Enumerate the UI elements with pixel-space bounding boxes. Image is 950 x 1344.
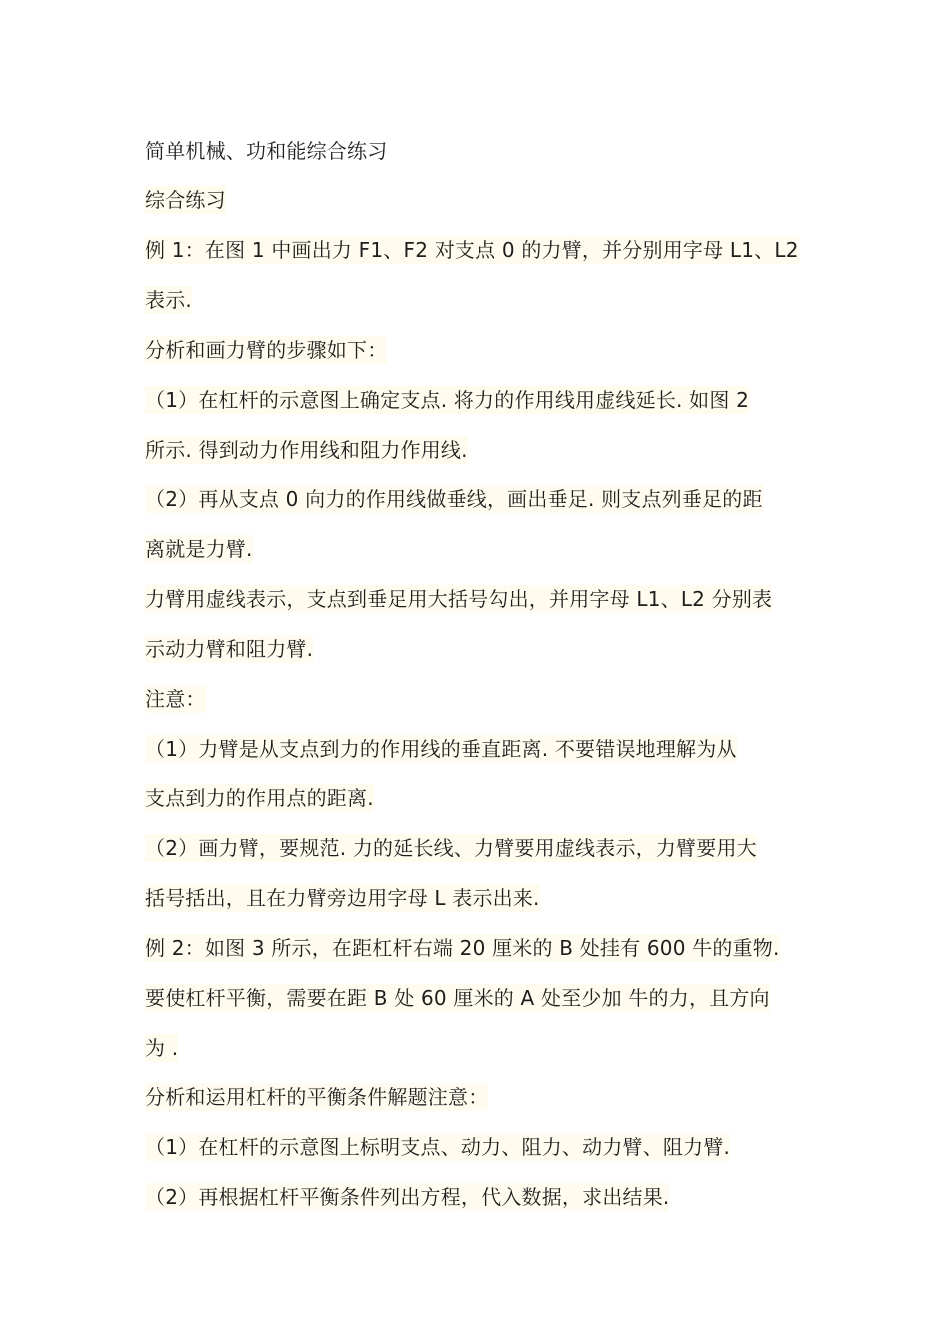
arm-notation-line-1: 力臂用虚线表示，支点到垂足用大括号勾出，并用字母 L1、L2 分别表	[145, 587, 773, 611]
document-title: 简单机械、功和能综合练习	[145, 139, 388, 163]
condition-step-1: （1）在杠杆的示意图上标明支点、动力、阻力、动力臂、阻力臂.	[145, 1135, 731, 1159]
example-1-line-1: 例 1：在图 1 中画出力 F1、F2 对支点 0 的力臂，并分别用字母 L1、L2	[145, 238, 799, 262]
analysis-heading-1: 分析和画力臂的步骤如下：	[145, 338, 388, 362]
analysis-heading-2: 分析和运用杠杆的平衡条件解题注意：	[145, 1085, 489, 1109]
example-2-line-1: 例 2：如图 3 所示，在距杠杆右端 20 厘米的 B 处挂有 600 牛的重物.	[145, 936, 780, 960]
note-heading: 注意：	[145, 687, 206, 711]
note-1-line-2: 支点到力的作用点的距离.	[145, 786, 374, 810]
step-1-line-1: （1）在杠杆的示意图上确定支点. 将力的作用线用虚线延长. 如图 2	[145, 388, 750, 412]
note-2-line-1: （2）画力臂，要规范. 力的延长线、力臂要用虚线表示，力臂要用大	[145, 836, 757, 860]
example-2-line-3: 为 .	[145, 1036, 179, 1060]
example-1-line-2: 表示.	[145, 288, 192, 312]
section-heading: 综合练习	[145, 188, 226, 212]
step-2-line-1: （2）再从支点 0 向力的作用线做垂线，画出垂足. 则支点列垂足的距	[145, 487, 763, 511]
condition-step-2: （2）再根据杠杆平衡条件列出方程，代入数据，求出结果.	[145, 1185, 670, 1209]
step-2-line-2: 离就是力臂.	[145, 537, 253, 561]
step-1-line-2: 所示. 得到动力作用线和阻力作用线.	[145, 438, 468, 462]
note-2-line-2: 括号括出，且在力臂旁边用字母 L 表示出来.	[145, 886, 540, 910]
example-2-line-2: 要使杠杆平衡，需要在距 B 处 60 厘米的 A 处至少加 牛的力，且方向	[145, 986, 770, 1010]
note-1-line-1: （1）力臂是从支点到力的作用线的垂直距离. 不要错误地理解为从	[145, 737, 737, 761]
arm-notation-line-2: 示动力臂和阻力臂.	[145, 637, 314, 661]
